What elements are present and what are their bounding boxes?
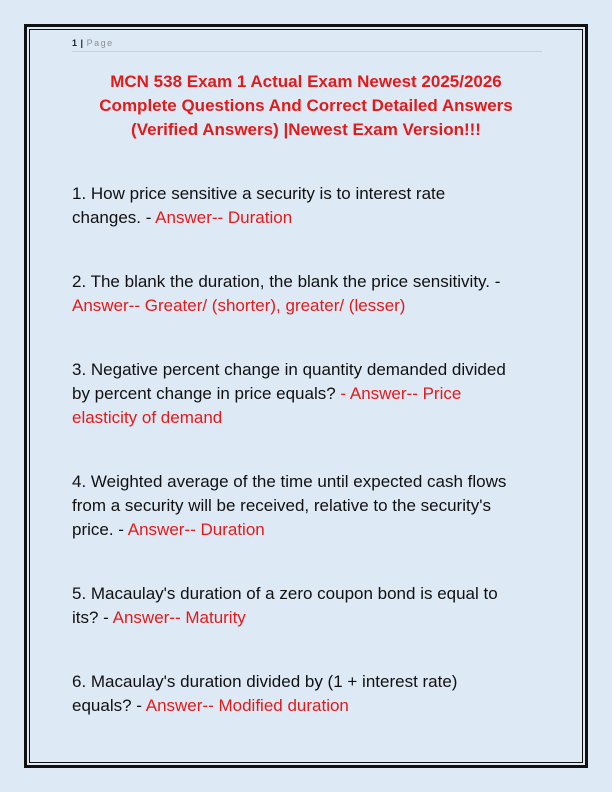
answer-text: Answer-- Duration: [155, 208, 293, 227]
answer-text: Answer-- Maturity: [112, 608, 246, 627]
page-label: Page: [86, 38, 114, 48]
question-text: 3. Negative percent change in quantity demanded divided: [72, 360, 506, 379]
question-text: changes. -: [72, 208, 156, 227]
question-text: from a security will be received, relative to the security's: [72, 496, 491, 515]
title-line: MCN 538 Exam 1 Actual Exam Newest 2025/2026: [110, 72, 502, 91]
title-line: Complete Questions And Correct Detailed Answers: [99, 96, 513, 115]
question-text: 5. Macaulay's duration of a zero coupon bond is equal to: [72, 584, 498, 603]
question-text: 1. How price sensitive a security is to interest rate: [72, 184, 446, 203]
answer-text: elasticity of demand: [72, 408, 223, 427]
qa-item-3: [72, 358, 542, 430]
qa-item-5: [72, 582, 542, 630]
answer-text: Answer-- Modified duration: [145, 696, 349, 715]
qa-item-2: [72, 270, 542, 318]
question-text: by percent change in price equals?: [72, 384, 341, 403]
document-title: [60, 70, 552, 142]
question-text: price. -: [72, 520, 128, 539]
qa-item-1: [72, 182, 542, 230]
answer-text: Answer-- Greater/ (shorter), greater/ (lesser): [72, 296, 406, 315]
page-number: 1: [72, 38, 78, 48]
answer-text: - Answer-- Price: [340, 384, 462, 403]
qa-item-4: [72, 470, 542, 542]
question-text: 6. Macaulay's duration divided by (1 + interest rate): [72, 672, 458, 691]
page-header: [72, 36, 542, 52]
qa-item-6: [72, 670, 542, 718]
answer-text: Answer-- Duration: [127, 520, 265, 539]
question-text: 4. Weighted average of the time until expected cash flows: [72, 472, 507, 491]
header-separator: |: [80, 38, 84, 48]
title-line: (Verified Answers) |Newest Exam Version!!!: [131, 120, 481, 139]
question-text: its? -: [72, 608, 113, 627]
question-text: equals? -: [72, 696, 146, 715]
question-text: 2. The blank the duration, the blank the price sensitivity. -: [72, 272, 501, 291]
